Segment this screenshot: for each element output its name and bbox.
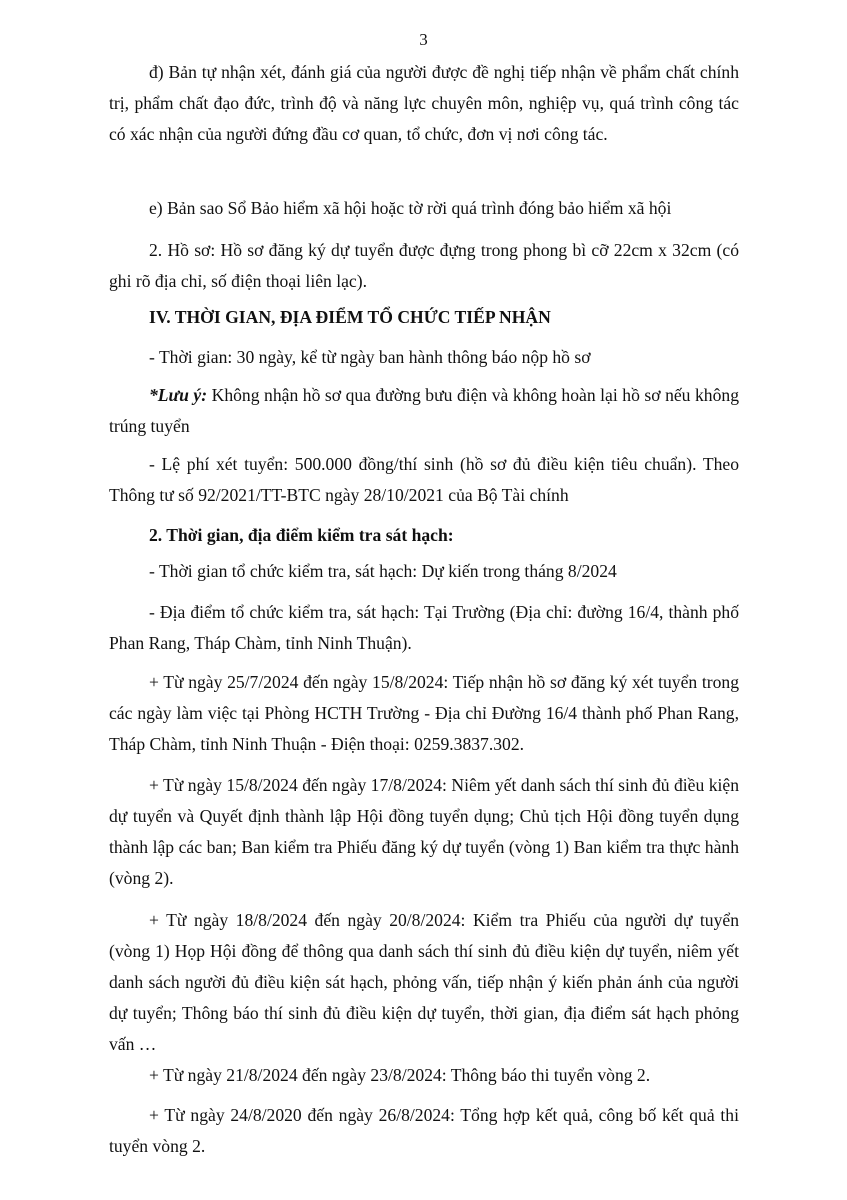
paragraph-note bbox=[109, 380, 739, 442]
note-text: Không nhận hồ sơ qua đường bưu điện và không hoàn lại hồ sơ nếu không trúng tuyển bbox=[109, 385, 739, 436]
paragraph-exam-location: - Địa điểm tổ chức kiểm tra, sát hạch: Tại Trường (Địa chỉ: đường 16/4, thành phố Phan Rang, Tháp Chàm, tỉnh Ninh Thuận). bbox=[109, 602, 739, 653]
paragraph-time: - Thời gian: 30 ngày, kể từ ngày ban hành thông báo nộp hồ sơ bbox=[149, 347, 591, 367]
paragraph-schedule-2: + Từ ngày 15/8/2024 đến ngày 17/8/2024: Niêm yết danh sách thí sinh đủ điều kiện dự tuyển và Quyết định thành lập Hội đồng tuyển dụng; Chủ tịch Hội đồng tuyển dụng thành lập các ban; Ban kiểm tra Phiếu đăng ký dự tuyển (vòng 1) Ban kiểm tra thực hành (vòng 2). bbox=[109, 775, 739, 888]
paragraph-schedule-4: + Từ ngày 21/8/2024 đến ngày 23/8/2024: Thông báo thi tuyển vòng 2. bbox=[149, 1065, 651, 1085]
paragraph-social-insurance: e) Bản sao Sổ Bảo hiểm xã hội hoặc tờ rời quá trình đóng bảo hiểm xã hội bbox=[149, 198, 672, 218]
paragraph-exam-time: - Thời gian tổ chức kiểm tra, sát hạch: Dự kiến trong tháng 8/2024 bbox=[149, 561, 617, 581]
paragraph-schedule-3: + Từ ngày 18/8/2024 đến ngày 20/8/2024: Kiểm tra Phiếu của người dự tuyển (vòng 1) Họp Hội đồng để thông qua danh sách thí sinh đủ điều kiện dự tuyển, niêm yết danh sách người đủ điều kiện sát hạch, phỏng vấn, tiếp nhận ý kiến phản ánh của người dự tuyển; Thông báo thí sinh đủ điều kiện dự tuyển, thời gian, địa điểm sát hạch phỏng vấn … bbox=[109, 910, 739, 1054]
paragraph-fee: - Lệ phí xét tuyển: 500.000 đồng/thí sinh (hồ sơ đủ điều kiện tiêu chuẩn). Theo Thông tư số 92/2021/TT-BTC ngày 28/10/2021 của Bộ Tài chính bbox=[109, 454, 739, 505]
paragraph-schedule-1: + Từ ngày 25/7/2024 đến ngày 15/8/2024: Tiếp nhận hồ sơ đăng ký xét tuyển trong các ngày làm việc tại Phòng HCTH Trường - Địa chỉ Đường 16/4 thành phố Phan Rang, Tháp Chàm, tỉnh Ninh Thuận - Điện thoại: 0259.3837.302. bbox=[109, 672, 739, 754]
subsection-heading-2: 2. Thời gian, địa điểm kiểm tra sát hạch: bbox=[149, 525, 454, 545]
paragraph-schedule-5: + Từ ngày 24/8/2020 đến ngày 26/8/2024: Tổng hợp kết quả, công bố kết quả thi tuyển vòng 2. bbox=[109, 1105, 739, 1156]
note-label: *Lưu ý: bbox=[149, 385, 208, 405]
section-heading-iv: IV. THỜI GIAN, ĐỊA ĐIỂM TỔ CHỨC TIẾP NHẬN bbox=[149, 307, 551, 327]
paragraph-dossier-envelope: 2. Hồ sơ: Hồ sơ đăng ký dự tuyển được đựng trong phong bì cỡ 22cm x 32cm (có ghi rõ địa chỉ, số điện thoại liên lạc). bbox=[109, 240, 739, 291]
paragraph-self-assessment: đ) Bản tự nhận xét, đánh giá của người được đề nghị tiếp nhận về phẩm chất chính trị, phẩm chất đạo đức, trình độ và năng lực chuyên môn, nghiệp vụ, quá trình công tác có xác nhận của người đứng đầu cơ quan, tổ chức, đơn vị nơi công tác. bbox=[109, 62, 739, 144]
page-number: 3 bbox=[419, 30, 428, 49]
